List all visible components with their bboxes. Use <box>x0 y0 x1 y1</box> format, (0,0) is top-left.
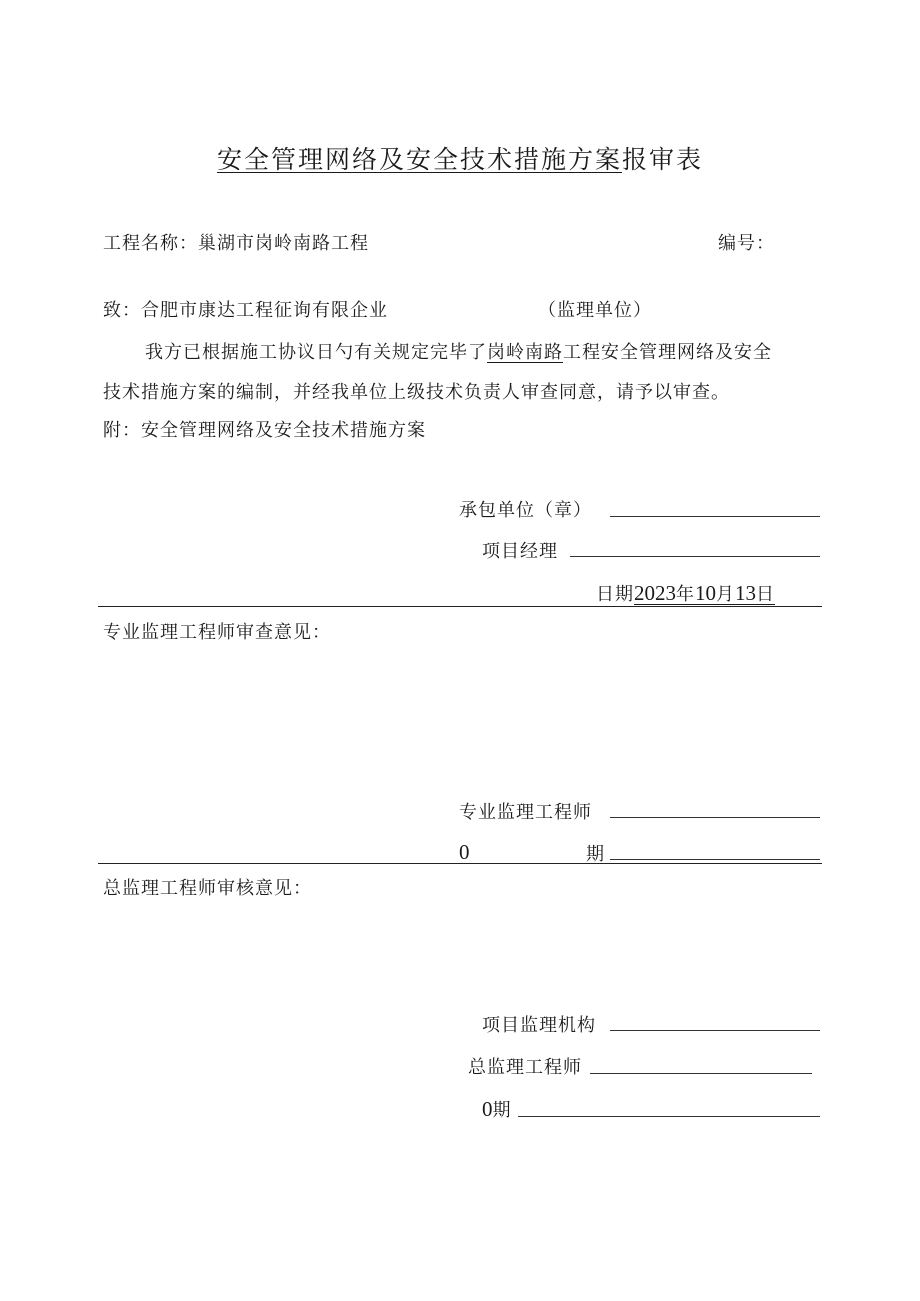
specialist-engineer-label: 专业监理工程师 <box>459 802 592 823</box>
project-manager-sign-line[interactable] <box>570 556 820 557</box>
chief-engineer-sign-line[interactable] <box>590 1073 812 1074</box>
specialist-date-line[interactable] <box>610 859 820 860</box>
body-line1-post: 工程安全管理网络及安全 <box>563 342 772 363</box>
addressee-row <box>103 296 388 322</box>
supervision-agency-label: 项目监理机构 <box>482 1015 596 1036</box>
title-rest: 报审表 <box>622 145 704 174</box>
project-manager-label: 项目经理 <box>482 541 558 562</box>
number-label: 编号： <box>718 233 775 254</box>
form-title <box>0 140 920 176</box>
specialist-engineer-sign-line[interactable] <box>610 817 820 818</box>
contractor-unit-label: 承包单位（章） <box>459 500 592 521</box>
date-day-char: 日 <box>756 584 775 605</box>
title-underlined: 安全管理网络及安全技术措施方案 <box>216 145 622 174</box>
date-year-char: 年 <box>676 584 695 605</box>
specialist-date-prefix: 0 <box>459 840 470 864</box>
chief-date-prefix: 0 <box>482 1097 493 1121</box>
to-name: 合肥市康达工程征询有限企业 <box>141 300 388 321</box>
body-line-1 <box>145 338 772 364</box>
contractor-unit-sign-line[interactable] <box>610 516 820 517</box>
date-value <box>634 581 775 605</box>
project-name-row <box>103 229 369 255</box>
attachment-line: 附：安全管理网络及安全技术措施方案 <box>103 420 426 441</box>
body-road-name: 岗岭南路 <box>487 342 563 363</box>
chief-date-line[interactable] <box>518 1116 820 1117</box>
chief-engineer-label: 总监理工程师 <box>468 1057 582 1078</box>
project-name: 巢湖市岗岭南路工程 <box>198 233 369 254</box>
date-day: 13 <box>735 581 756 605</box>
body-line1-pre: 我方已根据施工协议日勺有关规定完毕了 <box>145 342 487 363</box>
section-divider-1 <box>98 606 822 607</box>
date-month-char: 月 <box>716 584 735 605</box>
section-divider-2 <box>98 863 822 864</box>
project-label: 工程名称： <box>103 233 198 254</box>
specialist-opinion-label: 专业监理工程师审查意见： <box>103 622 331 643</box>
chief-date <box>482 1096 512 1122</box>
contractor-date <box>596 580 775 606</box>
body-line-2: 技术措施方案的编制，并经我单位上级技术负责人审查同意，请予以审查。 <box>103 382 730 403</box>
date-label: 日期 <box>596 584 634 605</box>
date-year: 2023 <box>634 581 676 605</box>
specialist-date-label: 期 <box>586 844 605 865</box>
to-label: 致： <box>103 300 141 321</box>
to-role: （监理单位） <box>538 300 652 321</box>
chief-date-label: 期 <box>492 1100 512 1121</box>
supervision-agency-sign-line[interactable] <box>610 1030 820 1031</box>
chief-opinion-label: 总监理工程师审核意见： <box>103 878 312 899</box>
date-month: 10 <box>695 581 716 605</box>
